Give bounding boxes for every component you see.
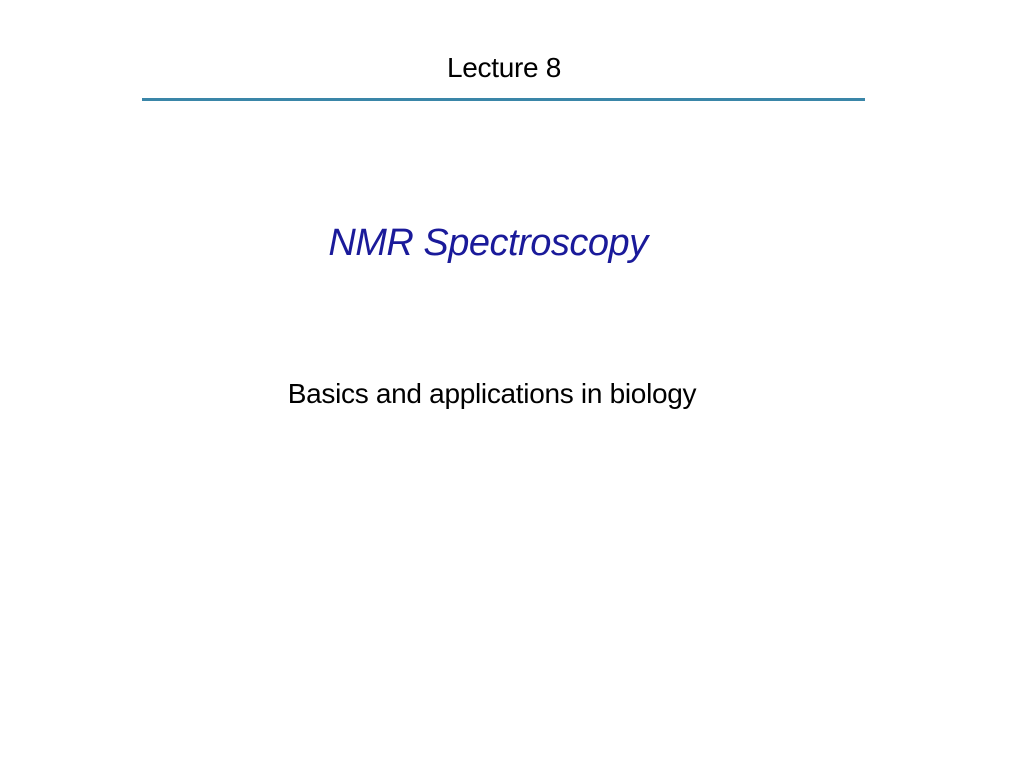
slide-title: NMR Spectroscopy <box>328 222 648 264</box>
slide-subtitle: Basics and applications in biology <box>287 378 697 409</box>
lecture-title: Lecture 8 <box>446 52 562 83</box>
header-divider <box>142 98 865 101</box>
